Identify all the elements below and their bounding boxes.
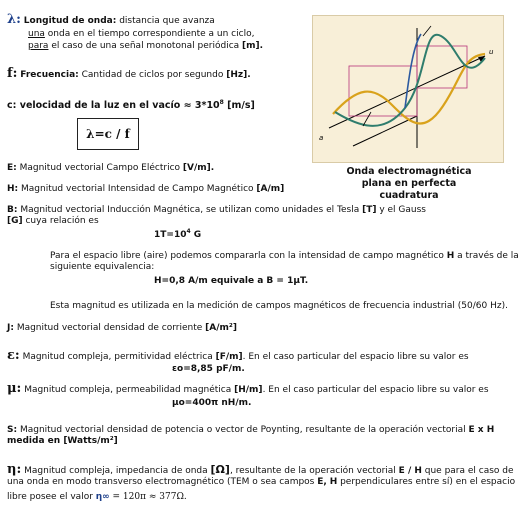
svg-text:u: u [489,48,494,56]
light-speed-definition: c: velocidad de la luz en el vacío ≈ $3*10^8$ [m/s] [7,99,255,112]
magnetic-induction-line2: [G] cuya relación es [7,216,99,226]
poynting-definition: S: Magnitud vectorial densidad de potencia o vector de Poynting, resultante de la operación vectorial E x H [7,425,495,435]
electric-field-definition: E: Magnitud vectorial Campo Eléctrico [V/m]. [7,163,215,173]
mu-symbol: μ: [7,381,22,396]
permeability-value: μo=400π nH/m. [172,398,252,408]
permittivity-definition: ε: Magnitud compleja, permitividad eléctrica [F/m]. En el caso particular del espacio libre su valor es [7,348,469,363]
magnetic-induction-definition: B: Magnitud vectorial Inducción Magnética, se utilizan como unidades el Tesla [T] y el Gauss [7,205,426,215]
wave-impedance-definition: η: Magnitud compleja, impedancia de onda [Ω], resultante de la operación vectorial E / H que para el caso de [7,462,514,477]
wavelength-formula-box: λ=c / f [77,118,139,150]
lambda-term: Longitud de onda: [23,16,117,26]
lambda-symbol: λ: [7,12,21,27]
poynting-unit-line: medida en [Watts/m²] [7,436,118,446]
diagram-caption: Onda electromagnética plana en perfecta cuadratura [346,166,472,201]
magnetic-intensity-definition: H: Magnitud vectorial Intensidad de Campo Magnético [A/m] [7,184,285,194]
em-wave-illustration [313,16,503,162]
wave-impedance-line2: una onda en modo transverso electromagnético (TEM o sea campos E, H perpendiculares entre sí) en el espacio [7,477,516,487]
lambda-definition [7,14,215,27]
epsilon-symbol: ε: [7,348,20,363]
wave-impedance-line3: libre posee el valor η∞ = 120π ≈ 377Ω. [7,492,187,502]
eta-symbol: η: [7,462,22,477]
frequency-definition: f: Frecuencia: Cantidad de ciclos por segundo [Hz]. [7,66,251,81]
em-wave-diagram [312,15,504,163]
free-space-text: Para el espacio libre (aire) podemos compararla con la intensidad de campo magnético H a través de la [50,251,519,261]
tesla-gauss-equation: $1T=10^4$ G [154,228,202,240]
lambda-line1: distancia que avanza [119,16,215,26]
permittivity-value: εo=8,85 pF/m. [172,364,245,374]
permeability-definition: μ: Magnitud compleja, permeabilidad magnética [H/m]. En el caso particular del espacio libre su valor es [7,381,489,396]
industrial-frequency-note: Esta magnitud es utilizada en la medición de campos magnéticos de frecuencia industrial (50/60 Hz). [50,301,508,311]
h-b-equivalence: H=0,8 A/m equivale a B = 1μT. [154,276,309,286]
svg-text:a: a [319,134,324,142]
lambda-line3: para el caso de una señal monotonal periódica [m]. [28,41,264,51]
frequency-symbol: f: [7,66,18,81]
free-space-text-2: siguiente equivalencia: [50,262,155,272]
lambda-line2: una onda en el tiempo correspondiente a un ciclo, [28,29,255,39]
current-density-definition: J: Magnitud vectorial densidad de corriente [A/m²] [7,323,237,333]
